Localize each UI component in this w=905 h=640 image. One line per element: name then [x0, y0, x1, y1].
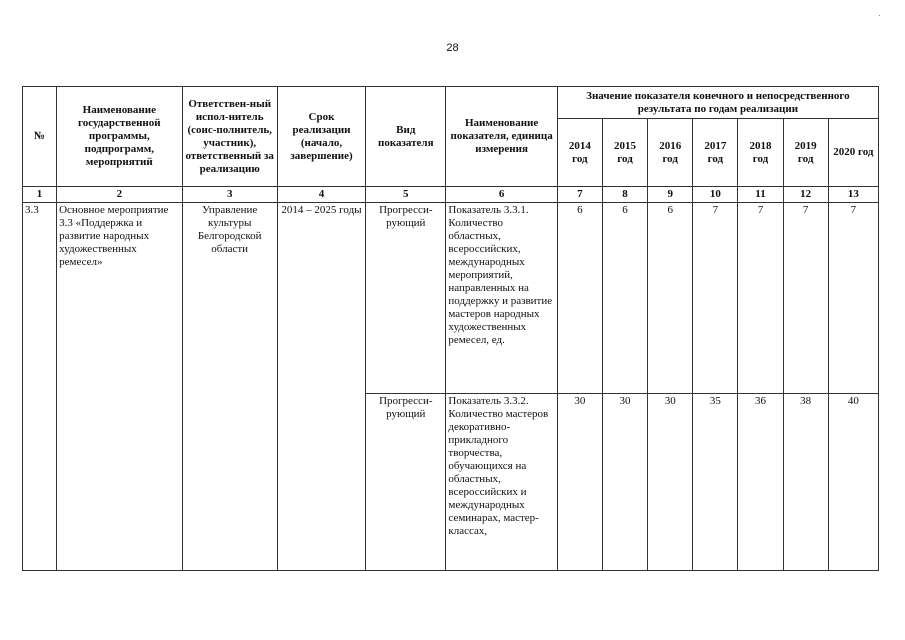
header-year: 2020 год	[828, 119, 878, 187]
column-number: 5	[366, 187, 446, 203]
indicator-value: 38	[783, 394, 828, 571]
indicator-value: 30	[557, 394, 602, 571]
corner-mark: ·	[878, 10, 881, 20]
indicators-table	[22, 86, 879, 571]
header-values-group: Значение показателя конечного и непосредственного результата по годам реализации	[557, 87, 878, 119]
indicator-name: Показатель 3.3.1. Количество областных, всероссийских, международных мероприятий, направленных на поддержку и развитие мастеров народных художественных ремесел, ед.	[446, 203, 557, 394]
row-number: 3.3	[23, 203, 57, 571]
header-period: Срок реализации (начало, завершение)	[277, 87, 365, 187]
indicator-value: 40	[828, 394, 878, 571]
column-number: 6	[446, 187, 557, 203]
indicator-value: 36	[738, 394, 783, 571]
column-number: 2	[57, 187, 182, 203]
header-year: 2018 год	[738, 119, 783, 187]
header-indicator-name: Наименование показателя, единица измерения	[446, 87, 557, 187]
indicator-value: 7	[783, 203, 828, 394]
header-year: 2019 год	[783, 119, 828, 187]
indicator-value: 30	[602, 394, 647, 571]
header-number: №	[23, 87, 57, 187]
column-number: 11	[738, 187, 783, 203]
table-row	[23, 203, 879, 394]
header-year: 2016 год	[648, 119, 693, 187]
indicator-value: 6	[602, 203, 647, 394]
indicator-value: 6	[557, 203, 602, 394]
column-number: 1	[23, 187, 57, 203]
executor: Управление культуры Белгородской области	[182, 203, 277, 571]
column-number: 7	[557, 187, 602, 203]
column-number: 9	[648, 187, 693, 203]
column-number-row	[23, 187, 879, 203]
indicator-value: 35	[693, 394, 738, 571]
header-program-name: Наименование государственной программы, подпрограмм, мероприятий	[57, 87, 182, 187]
indicator-type: Прогресси-рующий	[366, 203, 446, 394]
header-year: 2015 год	[602, 119, 647, 187]
indicator-value: 30	[648, 394, 693, 571]
header-year: 2014 год	[557, 119, 602, 187]
indicator-value: 7	[828, 203, 878, 394]
column-number: 13	[828, 187, 878, 203]
header-indicator-type: Вид показателя	[366, 87, 446, 187]
column-number: 3	[182, 187, 277, 203]
indicator-name: Показатель 3.3.2. Количество мастеров декоративно-прикладного творчества, обучающихся на областных, всероссийских и международных семинарах, мастер-классах,	[446, 394, 557, 571]
header-year: 2017 год	[693, 119, 738, 187]
column-number: 10	[693, 187, 738, 203]
indicator-type: Прогресси-рующий	[366, 394, 446, 571]
column-number: 12	[783, 187, 828, 203]
page-number: 28	[446, 42, 459, 54]
header-executor: Ответствен-ный испол-нитель (соис-полнитель, участник), ответственный за реализацию	[182, 87, 277, 187]
indicator-value: 6	[648, 203, 693, 394]
period: 2014 – 2025 годы	[277, 203, 365, 571]
indicator-value: 7	[738, 203, 783, 394]
column-number: 4	[277, 187, 365, 203]
column-number: 8	[602, 187, 647, 203]
measure-name: Основное мероприятие 3.3 «Поддержка и развитие народных художественных ремесел»	[57, 203, 182, 571]
indicator-value: 7	[693, 203, 738, 394]
